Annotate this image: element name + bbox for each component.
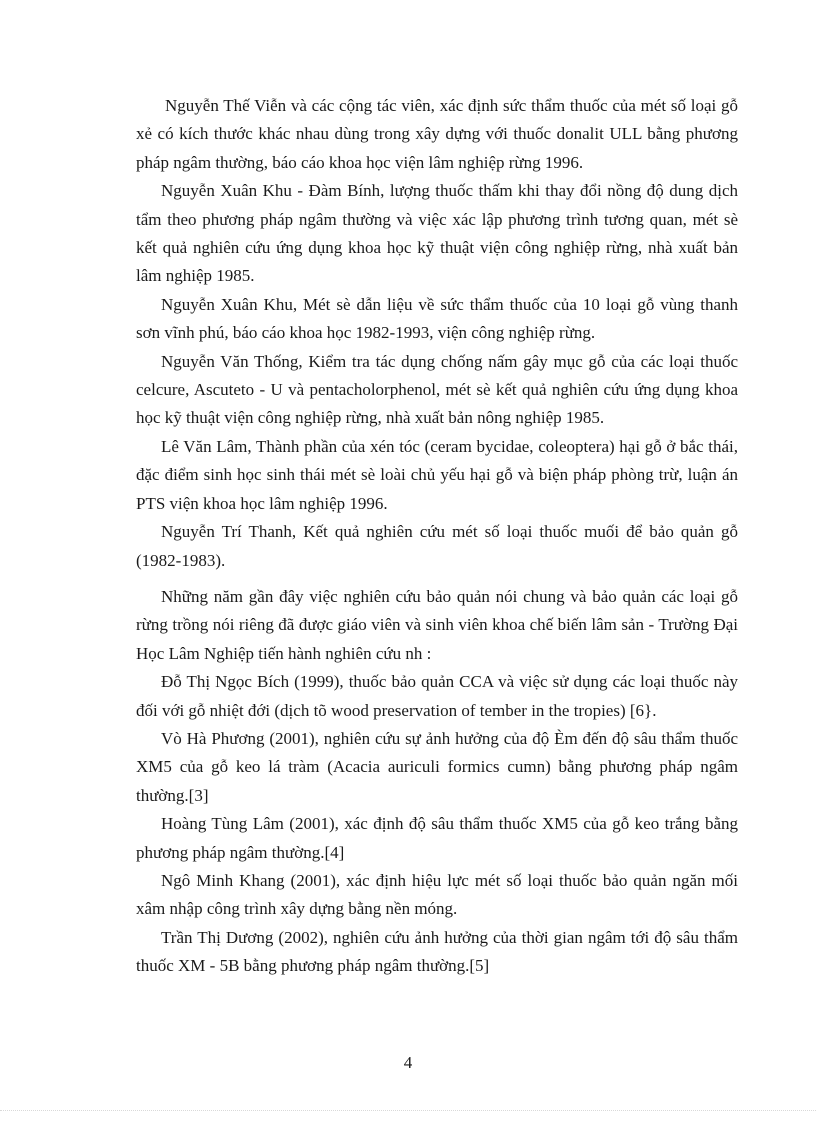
reference-paragraph: Vò Hà Phương (2001), nghiên cứu sự ảnh hưởng của độ Èm đến độ sâu thẩm thuốc XM5 của gỗ keo lá tràm (Acacia auriculi formics cumn) bằng phương pháp ngâm thường.[3] [136,728,738,805]
reference-paragraph: Lê Văn Lâm, Thành phần của xén tóc (ceram bycidae, coleoptera) hại gỗ ở bắc thái, đặc điểm sinh học sinh thái mét sè loài chủ yếu hại gỗ và biện pháp phòng trừ, luận án PTS viện khoa học lâm nghiệp 1996. [136,436,738,513]
reference-paragraph: Nguyễn Trí Thanh, Kết quả nghiên cứu mét số loại thuốc muối để bảo quản gỗ (1982-1983). [136,522,738,570]
page-bottom-divider [0,1110,816,1111]
reference-paragraph: Ngô Minh Khang (2001), xác định hiệu lực mét số loại thuốc bảo quản ngăn mối xâm nhập công trình xây dựng bằng nền móng. [136,870,738,919]
reference-paragraph: Nguyễn Văn Thống, Kiểm tra tác dụng chống nấm gây mục gỗ của các loại thuốc celcure, Ascuteto - U và pentacholorphenol, mét sè kết quả nghiên cứu ứng dụng khoa học kỹ thuật viện công nghiệp rừng, nhà xuất bản nông nghiệp 1985. [136,351,738,428]
body-text [136,92,738,981]
reference-paragraph: Hoàng Tùng Lâm (2001), xác định độ sâu thẩm thuốc XM5 của gỗ keo trắng bằng phương pháp ngâm thường.[4] [136,814,738,862]
reference-paragraph: Đỗ Thị Ngọc Bích (1999), thuốc bảo quản CCA và việc sử dụng các loại thuốc này đối với gỗ nhiệt đới (dịch tõ wood preservation of tember in the tropies) [6}. [136,672,738,720]
reference-paragraph: Nguyễn Xuân Khu, Mét sè dẫn liệu về sức thẩm thuốc của 10 loại gỗ vùng thanh sơn vĩnh phú, báo cáo khoa học 1982-1993, viện công nghiệp rừng. [136,294,738,343]
reference-paragraph: Nguyễn Xuân Khu - Đàm Bính, lượng thuốc thấm khi thay đổi nồng độ dung dịch tẩm theo phương pháp ngâm thường và việc xác lập phương trình tương quan, mét sè kết quả nghiên cứu ứng dụng khoa học kỹ thuật viện công nghiệp rừng, nhà xuất bản lâm nghiệp 1985. [136,181,738,286]
intro-paragraph: Những năm gần đây việc nghiên cứu bảo quản nói chung và bảo quản các loại gỗ rừng trồng nói riêng đã được giáo viên và sinh viên khoa chế biến lâm sản - Trường Đại Học Lâm Nghiệp tiến hành nghiên cứu nh : [136,586,738,663]
reference-paragraph: Trần Thị Dương (2002), nghiên cứu ảnh hưởng của thời gian ngâm tới độ sâu thẩm thuốc XM - 5B bằng phương pháp ngâm thường.[5] [136,927,738,976]
reference-paragraph: Nguyễn Thế Viễn và các cộng tác viên, xác định sức thẩm thuốc của mét số loại gỗ xẻ có kích thước khác nhau dùng trong xây dựng với thuốc donalit ULL bằng phương pháp ngâm thường, báo cáo khoa học viện lâm nghiệp rừng 1996. [136,96,738,172]
page-number: 4 [403,1053,413,1072]
